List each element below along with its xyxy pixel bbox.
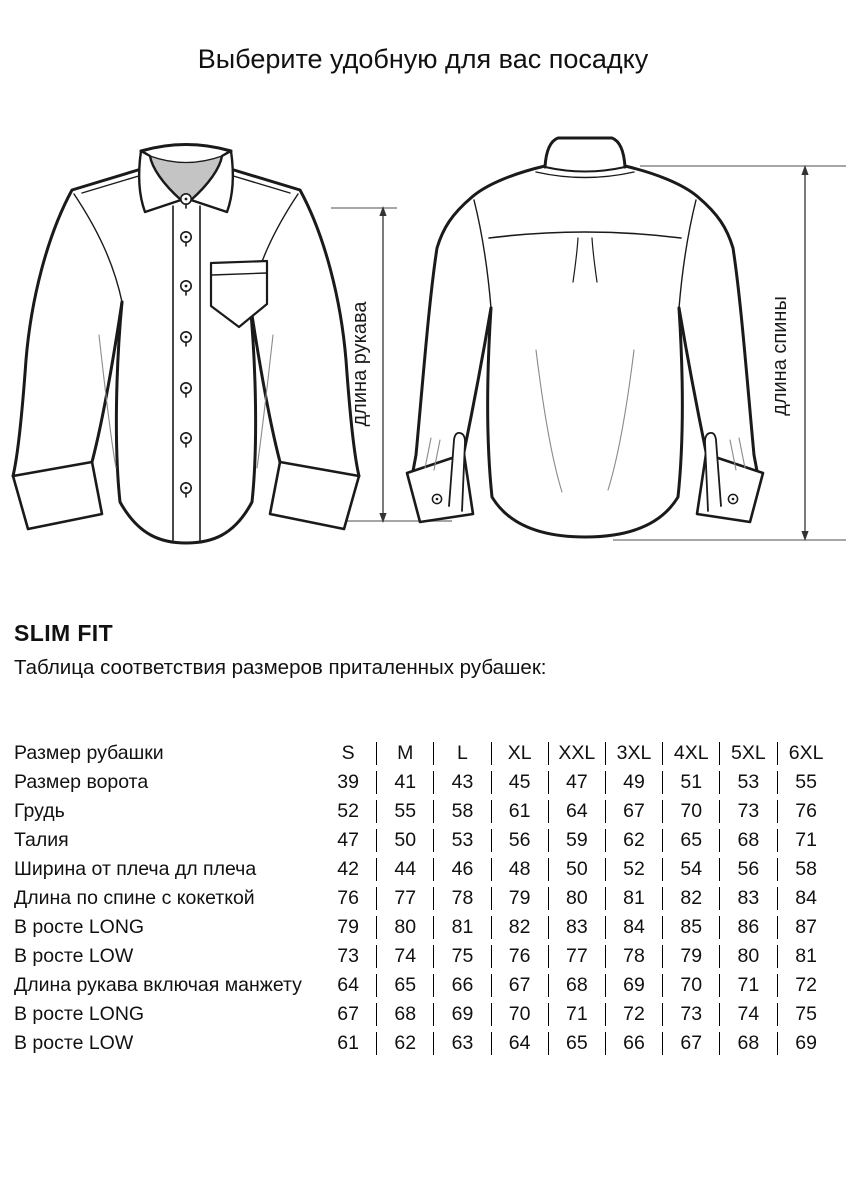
table-cell: 79 (663, 945, 720, 968)
table-cell: 58 (434, 800, 491, 823)
table-cell: 52 (320, 800, 377, 823)
table-cell: 62 (606, 829, 663, 852)
table-cell: 73 (320, 945, 377, 968)
row-label: В росте LONG (14, 916, 145, 938)
table-cell: 71 (795, 829, 817, 851)
row-label: В росте LONG (14, 1003, 145, 1025)
table-cell: 58 (795, 858, 817, 880)
table-cell: 81 (434, 916, 491, 939)
table-cell: 55 (795, 771, 817, 793)
table-cell: 72 (606, 1003, 663, 1026)
table-cell: 75 (434, 945, 491, 968)
table-cell: 81 (606, 887, 663, 910)
table-cell: 54 (663, 858, 720, 881)
sleeve-placket (705, 433, 721, 511)
table-row (14, 768, 836, 797)
size-header-cell: 3XL (606, 742, 663, 765)
table-row (14, 942, 836, 971)
table-cell: 50 (549, 858, 606, 881)
table-cell: 70 (663, 974, 720, 997)
table-cell: 48 (492, 858, 549, 881)
table-row (14, 884, 836, 913)
row-label: Грудь (14, 800, 65, 822)
row-label: Размер рубашки (14, 742, 164, 764)
table-cell: 64 (549, 800, 606, 823)
table-cell: 59 (549, 829, 606, 852)
table-cell: 68 (720, 829, 777, 852)
table-cell: 72 (795, 974, 817, 996)
table-cell: 61 (320, 1032, 377, 1055)
fit-subtitle: Таблица соответствия размеров приталенных рубашек: (14, 656, 547, 679)
table-cell: 79 (320, 916, 377, 939)
table-cell: 46 (434, 858, 491, 881)
table-cell: 55 (377, 800, 434, 823)
table-cell: 76 (320, 887, 377, 910)
row-label: Ширина от плеча дл плеча (14, 858, 257, 880)
row-label: В росте LOW (14, 945, 134, 967)
table-cell: 77 (377, 887, 434, 910)
table-cell: 71 (549, 1003, 606, 1026)
table-cell: 68 (549, 974, 606, 997)
size-table (14, 739, 836, 1058)
row-label: В росте LOW (14, 1032, 134, 1054)
table-cell: 80 (549, 887, 606, 910)
table-row (14, 913, 836, 942)
table-row (14, 855, 836, 884)
table-cell: 79 (492, 887, 549, 910)
table-row (14, 971, 836, 1000)
table-cell: 76 (492, 945, 549, 968)
back-shirt-drawing (407, 138, 763, 537)
table-row (14, 1029, 836, 1058)
table-cell: 39 (320, 771, 377, 794)
row-label: Длина по спине с кокеткой (14, 887, 255, 909)
table-cell: 85 (663, 916, 720, 939)
table-cell: 44 (377, 858, 434, 881)
table-cell: 82 (492, 916, 549, 939)
table-cell: 73 (663, 1003, 720, 1026)
table-cell: 49 (606, 771, 663, 794)
table-cell: 69 (795, 1032, 817, 1054)
table-cell: 83 (549, 916, 606, 939)
size-header-cell: 4XL (663, 742, 720, 765)
table-cell: 73 (720, 800, 777, 823)
size-header-cell: L (434, 742, 491, 765)
table-cell: 56 (492, 829, 549, 852)
table-cell: 43 (434, 771, 491, 794)
table-cell: 75 (795, 1003, 817, 1025)
table-cell: 56 (720, 858, 777, 881)
row-label: Размер ворота (14, 771, 149, 793)
table-cell: 63 (434, 1032, 491, 1055)
size-header-cell: S (320, 742, 377, 765)
sleeve-placket (449, 433, 465, 511)
table-cell: 69 (606, 974, 663, 997)
table-cell: 67 (606, 800, 663, 823)
table-cell: 76 (795, 800, 817, 822)
table-cell: 42 (320, 858, 377, 881)
table-cell: 74 (377, 945, 434, 968)
table-cell: 84 (606, 916, 663, 939)
table-cell: 78 (606, 945, 663, 968)
table-cell: 74 (720, 1003, 777, 1026)
table-cell: 51 (663, 771, 720, 794)
front-shirt-drawing (13, 145, 359, 544)
back-length-label: длина спины (769, 296, 791, 416)
table-cell: 80 (377, 916, 434, 939)
table-cell: 87 (795, 916, 817, 938)
table-cell: 68 (720, 1032, 777, 1055)
table-cell: 71 (720, 974, 777, 997)
table-cell: 67 (320, 1003, 377, 1026)
table-cell: 47 (320, 829, 377, 852)
buttons (181, 194, 191, 497)
table-row (14, 1000, 836, 1029)
table-row (14, 797, 836, 826)
table-cell: 53 (434, 829, 491, 852)
sleeve-length-label: длина рукава (349, 301, 371, 427)
table-row (14, 739, 836, 768)
table-cell: 61 (492, 800, 549, 823)
table-cell: 47 (549, 771, 606, 794)
table-cell: 41 (377, 771, 434, 794)
table-cell: 81 (795, 945, 817, 967)
table-cell: 50 (377, 829, 434, 852)
table-cell: 45 (492, 771, 549, 794)
size-header-cell: XL (492, 742, 549, 765)
fit-heading: SLIM FIT (14, 620, 114, 646)
table-cell: 70 (663, 800, 720, 823)
table-cell: 69 (434, 1003, 491, 1026)
table-cell: 65 (663, 829, 720, 852)
table-cell: 66 (606, 1032, 663, 1055)
table-cell: 82 (663, 887, 720, 910)
table-cell: 86 (720, 916, 777, 939)
table-cell: 64 (320, 974, 377, 997)
table-cell: 70 (492, 1003, 549, 1026)
table-cell: 52 (606, 858, 663, 881)
table-cell: 64 (492, 1032, 549, 1055)
table-cell: 68 (377, 1003, 434, 1026)
size-header-cell: XXL (549, 742, 606, 765)
page-title: Выберите удобную для вас посадку (197, 44, 649, 74)
table-cell: 66 (434, 974, 491, 997)
table-cell: 67 (663, 1032, 720, 1055)
table-cell: 53 (720, 771, 777, 794)
size-header-cell: 5XL (720, 742, 777, 765)
table-cell: 65 (549, 1032, 606, 1055)
table-cell: 84 (795, 887, 817, 909)
table-cell: 83 (720, 887, 777, 910)
table-cell: 62 (377, 1032, 434, 1055)
size-header-cell: M (377, 742, 434, 765)
table-cell: 80 (720, 945, 777, 968)
shirt-diagram (0, 110, 846, 580)
table-cell: 65 (377, 974, 434, 997)
table-cell: 67 (492, 974, 549, 997)
chest-pocket (211, 261, 267, 327)
row-label: Длина рукава включая манжету (14, 974, 302, 996)
row-label: Талия (14, 829, 69, 851)
size-header-cell: 6XL (788, 742, 824, 764)
table-row (14, 826, 836, 855)
table-cell: 77 (549, 945, 606, 968)
table-cell: 78 (434, 887, 491, 910)
